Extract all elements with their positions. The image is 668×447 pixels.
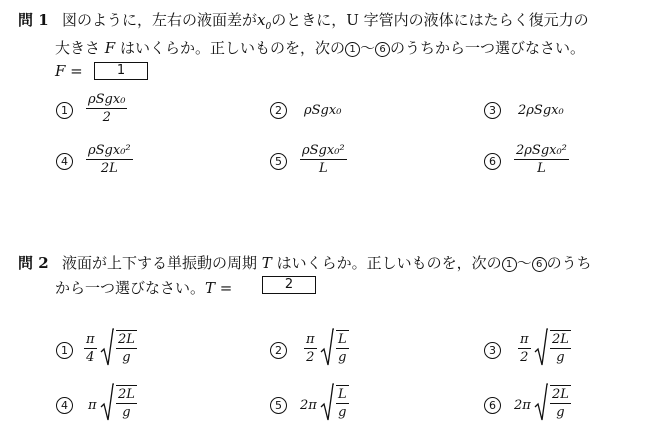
fraction-bar [86,159,133,160]
radicand-numerator: 2L [552,332,569,347]
fraction-bar [336,403,349,404]
fraction-bar [550,403,571,404]
q1-answer-lhs: F = [55,62,83,80]
q1-line2-b: はいくらか。正しいものを，次の [120,39,346,57]
q1-line1-b: のときに，U 字管内の液体にはたらく復元力の [271,11,589,29]
q1-option-3-expr[interactable]: 2ρSgx₀ [518,103,564,118]
q1-line2-a: 大きさ [55,39,101,57]
fraction-bar [550,348,571,349]
q1-option-6-number: 6 [484,153,501,170]
q1-option-1-denominator: 2 [102,110,111,125]
q2-range-start: 1 [502,257,517,272]
q1-var-F: F [104,39,116,57]
q1-option-5-numerator: ρSgx₀² [302,143,345,158]
q1-option-1-numerator: ρSgx₀ [88,92,126,107]
q2-option-4-coef[interactable]: π [88,398,97,413]
q1-option-1-fraction[interactable] [86,92,127,125]
radical-sign-icon [534,383,548,423]
fraction-bar [336,348,349,349]
q1-option-5-denominator: L [318,161,328,176]
q2-line1 [62,252,592,273]
q1-range-start: 1 [345,42,360,57]
q2-option-2-number: 2 [270,342,287,359]
coef-numerator: π [520,332,529,347]
fraction-bar [300,159,347,160]
radical-sign-icon [320,328,334,368]
q2-range-end: 6 [532,257,547,272]
radicand-denominator: g [556,405,565,420]
q2-option-4-number: 4 [56,397,73,414]
q2-answer-box[interactable]: 2 [262,276,316,294]
coef-numerator: π [86,332,95,347]
fraction-bar [116,403,137,404]
q2-option-3-number: 3 [484,342,501,359]
q2-line1-c: のうち [546,254,592,272]
radical-sign-icon [534,328,548,368]
fraction-bar [84,348,97,349]
q1-option-5-number: 5 [270,153,287,170]
q1-line1-a: 図のように，左右の液面差が [62,11,258,29]
q1-answer-box[interactable]: 1 [94,62,148,80]
radicand-denominator: g [122,405,131,420]
radicand-denominator: g [556,350,565,365]
fraction-bar [304,348,317,349]
q1-range-sep: ～ [360,39,376,57]
q2-option-6-number: 6 [484,397,501,414]
q1-option-6-denominator: L [537,161,546,176]
q1-label: 問 1 [18,11,49,29]
q2-option-2-radicand [336,330,349,365]
q2-option-2-coef[interactable] [304,332,317,365]
coef-denominator: 2 [306,350,315,365]
radicand-denominator: g [122,350,131,365]
q2-option-1-number: 1 [56,342,73,359]
radicand-numerator: L [338,332,347,347]
coef-denominator: 4 [86,350,95,365]
q2-option-6-radicand [550,385,571,420]
q1-line2-c: のうちから一つ選びなさい。 [390,39,586,57]
q2-answer-lhs: T = [205,279,233,297]
q2-option-5-number: 5 [270,397,287,414]
radicand-numerator: L [338,387,347,402]
radicand-numerator: 2L [552,387,569,402]
q1-option-2-number: 2 [270,102,287,119]
q1-range-end: 6 [375,42,390,57]
radicand-denominator: g [338,405,347,420]
coef-denominator: 2 [520,350,529,365]
radicand-denominator: g [338,350,347,365]
fraction-bar [86,108,127,109]
q2-option-5-radicand [336,385,349,420]
fraction-bar [514,159,569,160]
q1-option-6-fraction[interactable] [514,143,569,176]
q2-line2-a: から一つ選びなさい。 [55,279,206,297]
q2-line2 [55,277,232,298]
q2-option-3-coef[interactable] [518,332,531,365]
q2-label: 問 2 [18,254,49,272]
q2-option-3-radicand [550,330,571,365]
q1-option-4-denominator: 2L [100,161,118,176]
radical-sign-icon [100,383,114,423]
q1-var-x-sub: 0 [265,22,272,32]
q1-option-4-numerator: ρSgx₀² [88,143,131,158]
q1-option-4-number: 4 [56,153,73,170]
q2-line1-b: はいくらか。正しいものを，次の [276,254,502,272]
q2-range-sep: ～ [516,254,532,272]
q1-option-3-number: 3 [484,102,501,119]
q2-option-5-coef[interactable]: 2π [300,398,317,413]
radicand-numerator: 2L [118,332,135,347]
q2-option-1-radicand [116,330,137,365]
q1-option-6-numerator: 2ρSgx₀² [516,143,567,158]
q2-line1-a: 液面が上下する単振動の周期 [62,254,258,272]
q2-var-T: T [261,254,272,272]
radicand-numerator: 2L [118,387,135,402]
q2-option-1-coef[interactable] [84,332,97,365]
q2-option-4-radicand [116,385,137,420]
radical-sign-icon [100,328,114,368]
q1-option-4-fraction[interactable] [86,143,133,176]
fraction-bar [116,348,137,349]
q1-line2 [55,37,585,58]
q1-var-x: x [257,11,266,29]
radical-sign-icon [320,383,334,423]
coef-numerator: π [306,332,315,347]
q1-line1 [62,9,589,32]
fraction-bar [518,348,531,349]
q1-option-5-fraction[interactable] [300,143,347,176]
q1-option-2-expr[interactable]: ρSgx₀ [304,103,342,118]
q2-option-6-coef[interactable]: 2π [514,398,531,413]
q1-option-1-number: 1 [56,102,73,119]
